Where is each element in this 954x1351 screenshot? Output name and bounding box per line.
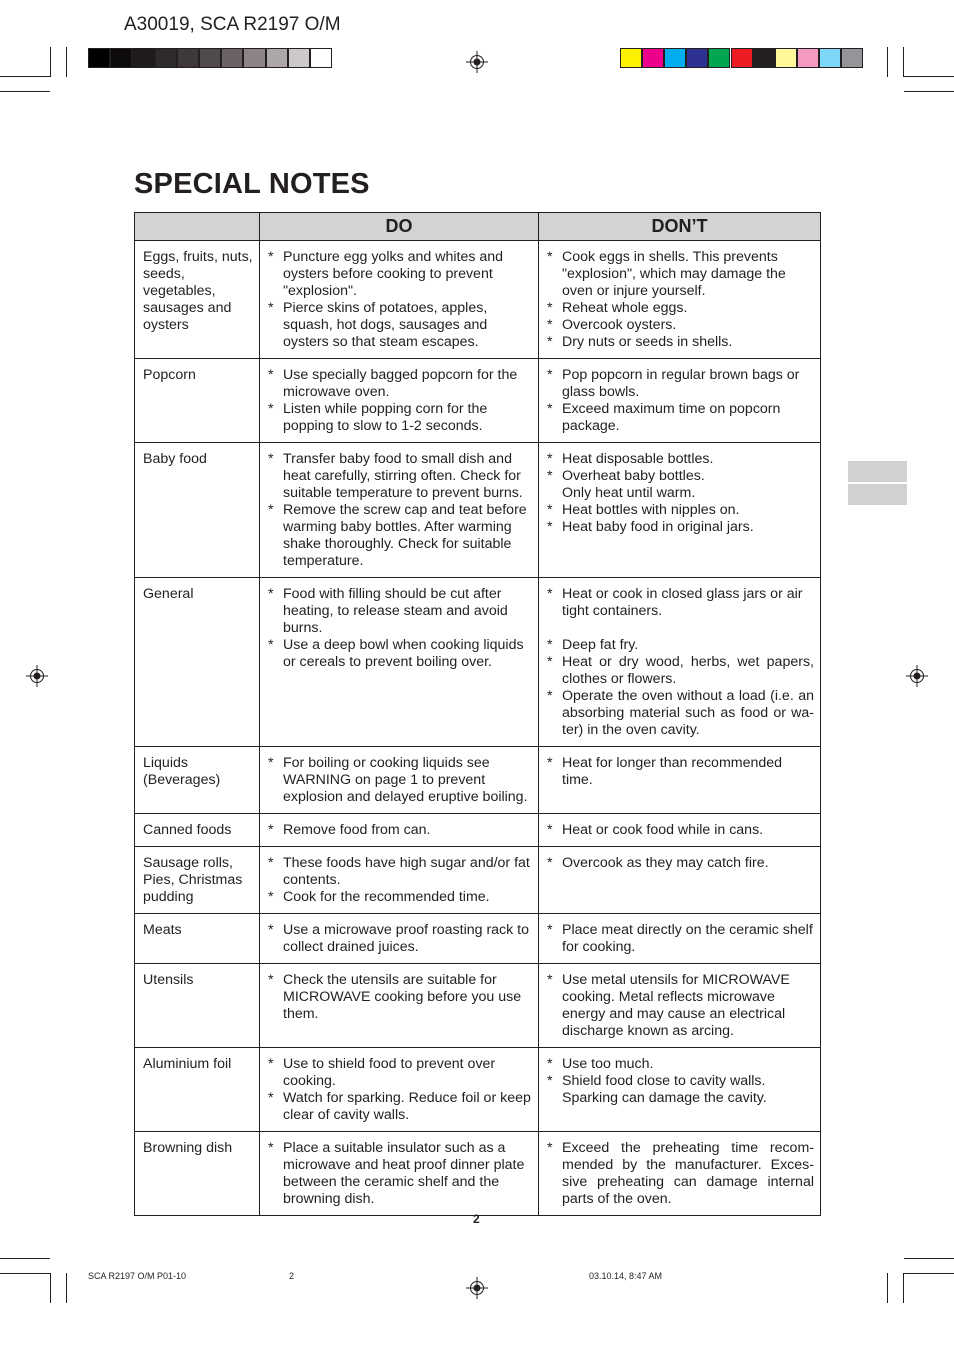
color-swatch xyxy=(797,48,819,68)
footer-page: 2 xyxy=(289,1271,295,1281)
crop-mark xyxy=(903,1273,904,1303)
dont-cell xyxy=(539,578,821,747)
gray-swatch xyxy=(288,48,310,68)
dont-list xyxy=(547,972,814,1040)
do-list xyxy=(268,755,532,806)
dont-list xyxy=(547,755,814,789)
page-number: 2 xyxy=(473,1212,480,1226)
crop-mark xyxy=(0,1258,50,1259)
do-cell xyxy=(260,814,539,847)
category-cell: Meats xyxy=(135,914,260,964)
dont-list-item: * Heat or cook in closed glass jars or air tight containers. xyxy=(547,586,814,620)
dont-list-item: * Operate the oven without a load (i.e. an absorbing material such as food or wa-ter) in the oven cavity. xyxy=(547,688,814,739)
dont-list xyxy=(547,249,814,351)
crop-mark xyxy=(0,91,50,92)
category-column-header xyxy=(135,213,260,241)
dont-cell xyxy=(539,241,821,359)
dont-list-item: * Use metal utensils for MICROWAVE cooking. Metal reflects microwave energy and may cause an electrical discharge known as arcing. xyxy=(547,972,814,1040)
dont-cell xyxy=(539,814,821,847)
do-cell xyxy=(260,241,539,359)
table-row xyxy=(135,241,821,359)
dont-list-item: * Heat disposable bottles. xyxy=(547,451,814,468)
do-cell xyxy=(260,359,539,443)
dont-list-item: Sparking can damage the cavity. xyxy=(562,1090,767,1106)
dont-cell xyxy=(539,847,821,914)
do-cell xyxy=(260,847,539,914)
category-cell: Aluminium foil xyxy=(135,1048,260,1132)
do-column-header: DO xyxy=(260,213,539,241)
table-row xyxy=(135,443,821,578)
table-row xyxy=(135,964,821,1048)
gray-swatch xyxy=(221,48,243,68)
section-tab xyxy=(848,461,907,482)
dont-cell xyxy=(539,1048,821,1132)
do-list-item: * Listen while popping corn for the popping to slow to 1-2 seconds. xyxy=(268,401,532,435)
do-list-item: * Pierce skins of potatoes, apples, squash, hot dogs, sausages and oysters so that steam escapes. xyxy=(268,300,532,351)
crop-mark xyxy=(50,1273,51,1303)
dont-list xyxy=(547,586,814,739)
do-list-item: * Puncture egg yolks and whites and oysters before cooking to prevent "explosion". xyxy=(268,249,532,300)
dont-list-item: * Overcook oysters. xyxy=(547,317,814,334)
category-cell: Liquids (Beverages) xyxy=(135,747,260,814)
color-swatch xyxy=(620,48,642,68)
category-cell: General xyxy=(135,578,260,747)
dont-column-header: DON’T xyxy=(539,213,821,241)
do-list-item: * Remove food from can. xyxy=(268,822,532,839)
crop-mark xyxy=(904,1258,954,1259)
dont-cell xyxy=(539,1132,821,1216)
dont-cell xyxy=(539,443,821,578)
dont-list-item: * Place meat directly on the ceramic shelf for cooking. xyxy=(547,922,814,956)
do-cell xyxy=(260,914,539,964)
do-list-item: * Cook for the recommended time. xyxy=(268,889,532,906)
dont-list-item: * Deep fat fry. xyxy=(547,637,814,654)
crop-mark xyxy=(904,76,954,77)
dont-list-item: * Heat or cook food while in cans. xyxy=(547,822,814,839)
category-cell: Popcorn xyxy=(135,359,260,443)
dont-list xyxy=(547,367,814,435)
dont-list-item: Only heat until warm. xyxy=(562,485,696,501)
category-cell: Sausage rolls, Pies, Christmas pudding xyxy=(135,847,260,914)
do-list-item: * Use a microwave proof roasting rack to collect drained juices. xyxy=(268,922,532,956)
do-list-item: * For boiling or cooking liquids see WARNING on page 1 to prevent explosion and delayed eruptive boiling. xyxy=(268,755,532,806)
gray-swatch xyxy=(199,48,221,68)
dont-list-item: * Exceed maximum time on popcorn package. xyxy=(547,401,814,435)
do-cell xyxy=(260,1132,539,1216)
do-list-item: * Use a deep bowl when cooking liquids or cereals to prevent boiling over. xyxy=(268,637,532,671)
do-list-item: * Transfer baby food to small dish and heat carefully, stirring often. Check for suitable temperature to prevent burns. xyxy=(268,451,532,502)
crop-mark xyxy=(887,1273,888,1303)
color-swatch xyxy=(731,48,753,68)
crop-mark xyxy=(66,1273,67,1303)
crop-mark xyxy=(50,47,51,77)
do-list-item: * These foods have high sugar and/or fat contents. xyxy=(268,855,532,889)
color-swatch xyxy=(753,48,775,68)
gray-swatch xyxy=(310,48,332,68)
dont-list-item: * Shield food close to cavity walls. xyxy=(547,1073,814,1090)
do-cell xyxy=(260,443,539,578)
dont-list-item: * Heat bottles with nipples on. xyxy=(547,502,814,519)
footer-datetime: 03.10.14, 8:47 AM xyxy=(589,1271,663,1281)
gray-swatch xyxy=(266,48,288,68)
do-list xyxy=(268,249,532,351)
crop-mark xyxy=(904,91,954,92)
dont-list-item: * Cook eggs in shells. This prevents "explosion", which may damage the oven or injure yourself. xyxy=(547,249,814,300)
do-list xyxy=(268,822,532,839)
table-row xyxy=(135,578,821,747)
dont-cell xyxy=(539,964,821,1048)
color-swatch xyxy=(819,48,841,68)
table-row xyxy=(135,914,821,964)
do-list xyxy=(268,1056,532,1124)
do-list xyxy=(268,855,532,906)
special-notes-table xyxy=(134,212,821,1216)
dont-list-item: * Pop popcorn in regular brown bags or glass bowls. xyxy=(547,367,814,401)
dont-list-item: * Exceed the preheating time recom-mended by the manufacturer. Exces-sive preheating can damage internal parts of the oven. xyxy=(547,1140,814,1208)
dont-list-item: * Reheat whole eggs. xyxy=(547,300,814,317)
dont-list xyxy=(547,922,814,956)
do-list xyxy=(268,367,532,435)
color-swatch xyxy=(775,48,797,68)
gray-swatch xyxy=(155,48,177,68)
registration-mark-icon xyxy=(906,665,928,687)
do-list xyxy=(268,451,532,570)
table-row xyxy=(135,747,821,814)
page-title: SPECIAL NOTES xyxy=(134,168,370,200)
gray-swatch xyxy=(110,48,132,68)
color-swatch xyxy=(841,48,863,68)
category-cell: Eggs, fruits, nuts, seeds, vegetables, sausages and oysters xyxy=(135,241,260,359)
do-cell xyxy=(260,964,539,1048)
dont-list xyxy=(547,1056,814,1107)
crop-mark xyxy=(903,47,904,77)
registration-mark-icon xyxy=(466,51,488,73)
do-list xyxy=(268,922,532,956)
dont-list xyxy=(547,1140,814,1208)
crop-mark xyxy=(0,76,50,77)
dont-list-item: * Heat for longer than recommended time. xyxy=(547,755,814,789)
dont-list xyxy=(547,855,814,872)
do-list xyxy=(268,1140,532,1208)
registration-mark-icon xyxy=(26,665,48,687)
do-list-item: * Use to shield food to prevent over cooking. xyxy=(268,1056,532,1090)
gray-swatch xyxy=(177,48,199,68)
dont-list xyxy=(547,822,814,839)
table-row xyxy=(135,847,821,914)
do-list xyxy=(268,586,532,671)
dont-list-item: * Overcook as they may catch fire. xyxy=(547,855,814,872)
gray-swatch xyxy=(88,48,110,68)
do-list xyxy=(268,972,532,1023)
table-row xyxy=(135,1132,821,1216)
color-swatch xyxy=(642,48,664,68)
dont-list-item: * Use too much. xyxy=(547,1056,814,1073)
dont-cell xyxy=(539,914,821,964)
do-cell xyxy=(260,1048,539,1132)
do-list-item: * Watch for sparking. Reduce foil or keep clear of cavity walls. xyxy=(268,1090,532,1124)
color-swatch xyxy=(708,48,730,68)
registration-mark-icon xyxy=(466,1277,488,1299)
do-list-item: * Food with filling should be cut after heating, to release steam and avoid burns. xyxy=(268,586,532,637)
crop-mark xyxy=(0,1273,50,1274)
dont-list-item: * Dry nuts or seeds in shells. xyxy=(547,334,814,351)
section-tab xyxy=(848,484,907,505)
footer-file-name: SCA R2197 O/M P01-10 xyxy=(88,1271,187,1281)
dont-list-item: * Heat or dry wood, herbs, wet papers, clothes or flowers. xyxy=(547,654,814,688)
table-row xyxy=(135,359,821,443)
dont-cell xyxy=(539,747,821,814)
category-cell: Utensils xyxy=(135,964,260,1048)
dont-list-item: * Heat baby food in original jars. xyxy=(547,519,814,536)
document-id: A30019, SCA R2197 O/M xyxy=(124,14,341,35)
gray-swatch xyxy=(132,48,154,68)
table-header-row xyxy=(135,213,821,241)
dont-list xyxy=(547,451,814,536)
do-list-item: * Remove the screw cap and teat before warming baby bottles. After warming shake thoroughly. Check for suitable temperature. xyxy=(268,502,532,570)
crop-mark xyxy=(887,47,888,77)
table-row xyxy=(135,814,821,847)
dont-cell xyxy=(539,359,821,443)
do-cell xyxy=(260,747,539,814)
category-cell: Baby food xyxy=(135,443,260,578)
category-cell: Canned foods xyxy=(135,814,260,847)
category-cell: Browning dish xyxy=(135,1132,260,1216)
do-list-item: * Place a suitable insulator such as a microwave and heat proof dinner plate between the ceramic shelf and the browning dish. xyxy=(268,1140,532,1208)
gray-swatch xyxy=(243,48,265,68)
do-cell xyxy=(260,578,539,747)
do-list-item: * Use specially bagged popcorn for the microwave oven. xyxy=(268,367,532,401)
table-row xyxy=(135,1048,821,1132)
do-list-item: * Check the utensils are suitable for MICROWAVE cooking before you use them. xyxy=(268,972,532,1023)
color-swatch xyxy=(686,48,708,68)
crop-mark xyxy=(66,47,67,77)
dont-list-item: * Overheat baby bottles. xyxy=(547,468,814,485)
crop-mark xyxy=(904,1273,954,1274)
color-swatch xyxy=(664,48,686,68)
